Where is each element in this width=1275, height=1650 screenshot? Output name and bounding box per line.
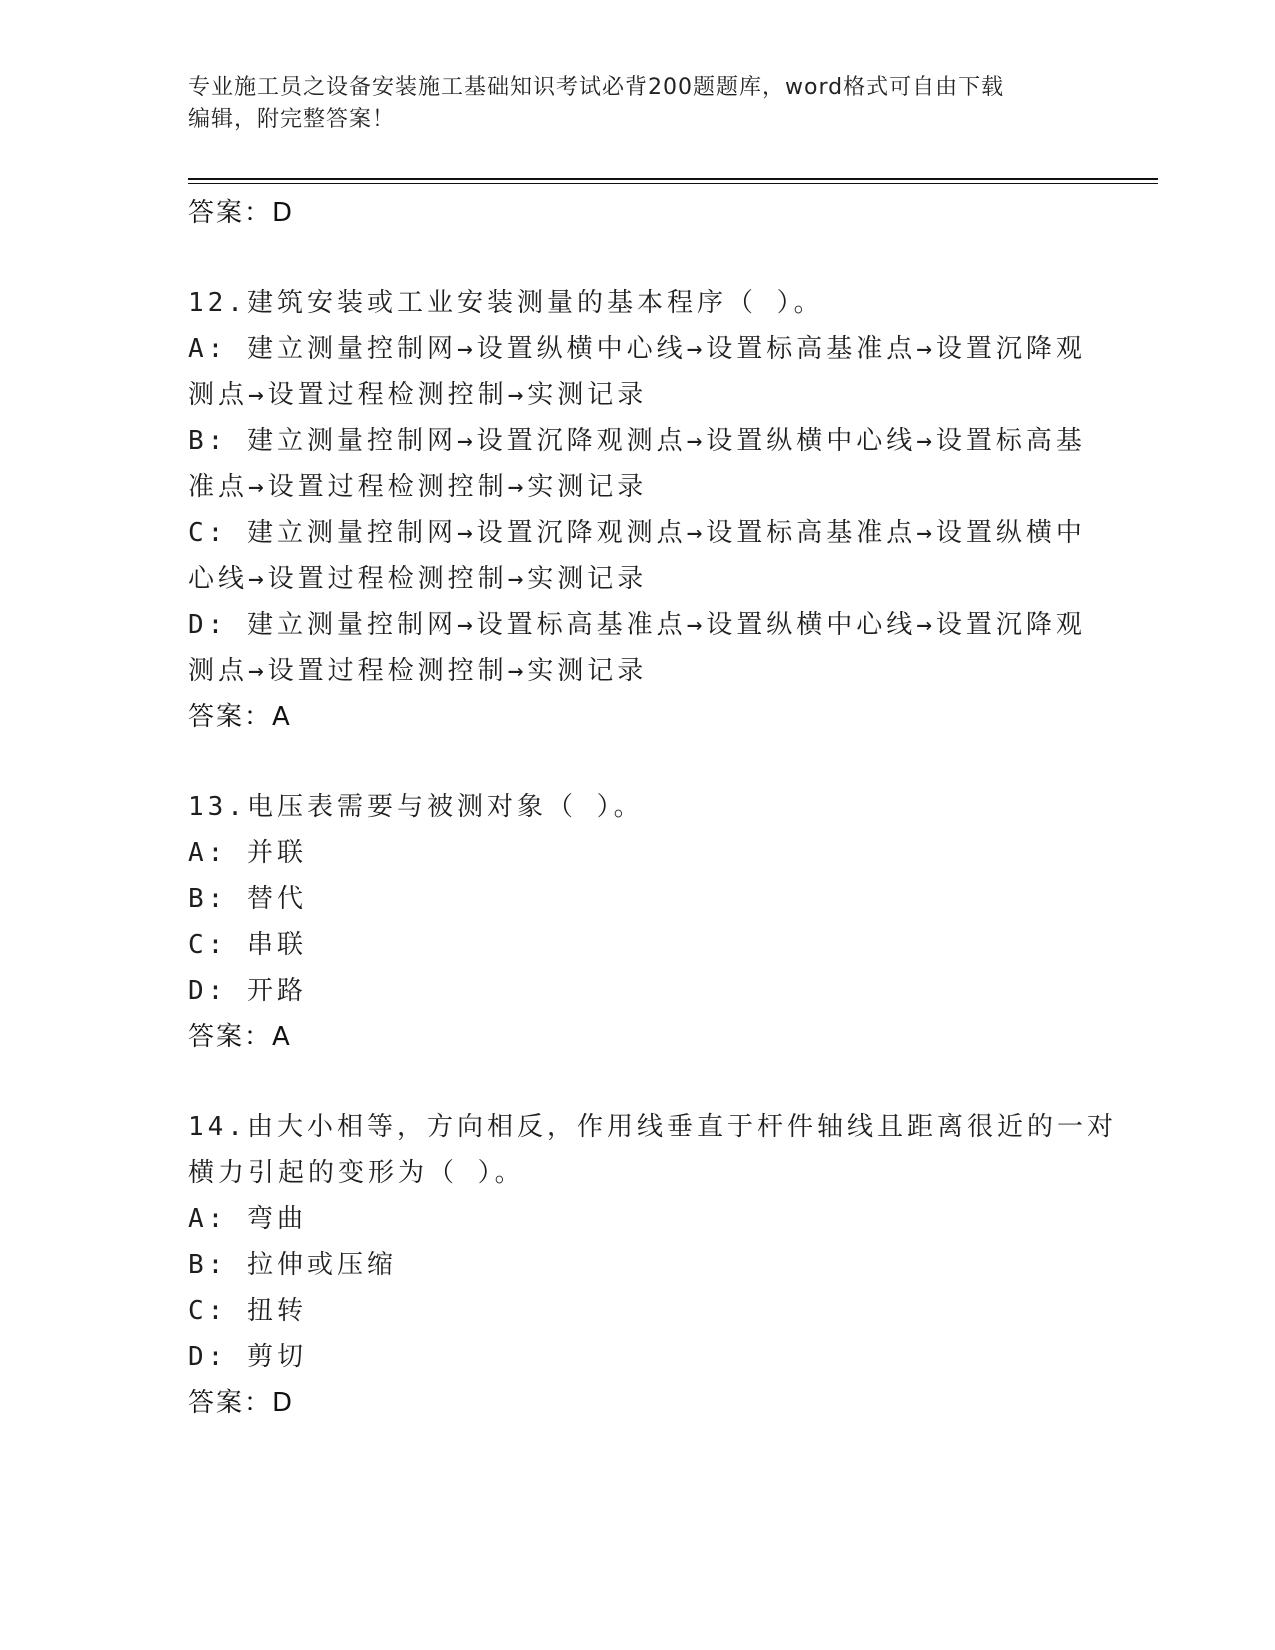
header-divider-thin <box>188 183 1158 184</box>
question-12-option-c: C: 建立测量控制网→设置沉降观测点→设置标高基准点→设置纵横中 <box>188 518 1086 548</box>
question-12-option-b: B: 建立测量控制网→设置沉降观测点→设置纵横中心线→设置标高基 <box>188 426 1086 456</box>
question-12-option-d: D: 建立测量控制网→设置标高基准点→设置纵横中心线→设置沉降观 <box>188 610 1086 640</box>
question-13-answer: 答案：A <box>188 1022 292 1052</box>
question-12-option-b-cont: 准点→设置过程检测控制→实测记录 <box>188 472 648 502</box>
question-12-option-a-cont: 测点→设置过程检测控制→实测记录 <box>188 380 648 410</box>
question-12-option-a: A: 建立测量控制网→设置纵横中心线→设置标高基准点→设置沉降观 <box>188 334 1086 364</box>
question-14 <box>188 1104 1117 1426</box>
question-14-option-a: A: 弯曲 <box>188 1204 307 1234</box>
header-divider-thick <box>188 178 1158 180</box>
question-12-option-d-cont: 测点→设置过程检测控制→实测记录 <box>188 656 648 686</box>
question-13-option-b: B: 替代 <box>188 884 307 914</box>
question-14-answer: 答案：D <box>188 1388 295 1418</box>
question-14-option-c: C: 扭转 <box>188 1296 307 1326</box>
question-12-option-c-cont: 心线→设置过程检测控制→实测记录 <box>188 564 648 594</box>
question-13-option-c: C: 串联 <box>188 930 307 960</box>
question-12-answer: 答案：A <box>188 702 292 732</box>
question-14-option-d: D: 剪切 <box>188 1342 307 1372</box>
questions-content <box>188 190 1117 1426</box>
previous-question-answer: 答案：D <box>188 198 295 228</box>
question-14-stem: 14.由大小相等，方向相反，作用线垂直于杆件轴线且距离很近的一对 <box>188 1112 1117 1142</box>
question-14-option-b: B: 拉伸或压缩 <box>188 1250 397 1280</box>
question-12-stem: 12.建筑安装或工业安装测量的基本程序（ ）。 <box>188 288 824 318</box>
document-header <box>188 72 1088 136</box>
question-14-stem-cont: 横力引起的变形为（ ）。 <box>188 1158 525 1188</box>
header-line-2: 编辑，附完整答案！ <box>188 107 396 132</box>
header-line-1: 专业施工员之设备安装施工基础知识考试必背200题题库，word格式可自由下载 <box>188 75 1005 100</box>
question-12 <box>188 280 1088 740</box>
question-13 <box>188 784 1088 1060</box>
question-13-option-a: A: 并联 <box>188 838 307 868</box>
question-13-stem: 13.电压表需要与被测对象（ ）。 <box>188 792 644 822</box>
question-13-option-d: D: 开路 <box>188 976 307 1006</box>
